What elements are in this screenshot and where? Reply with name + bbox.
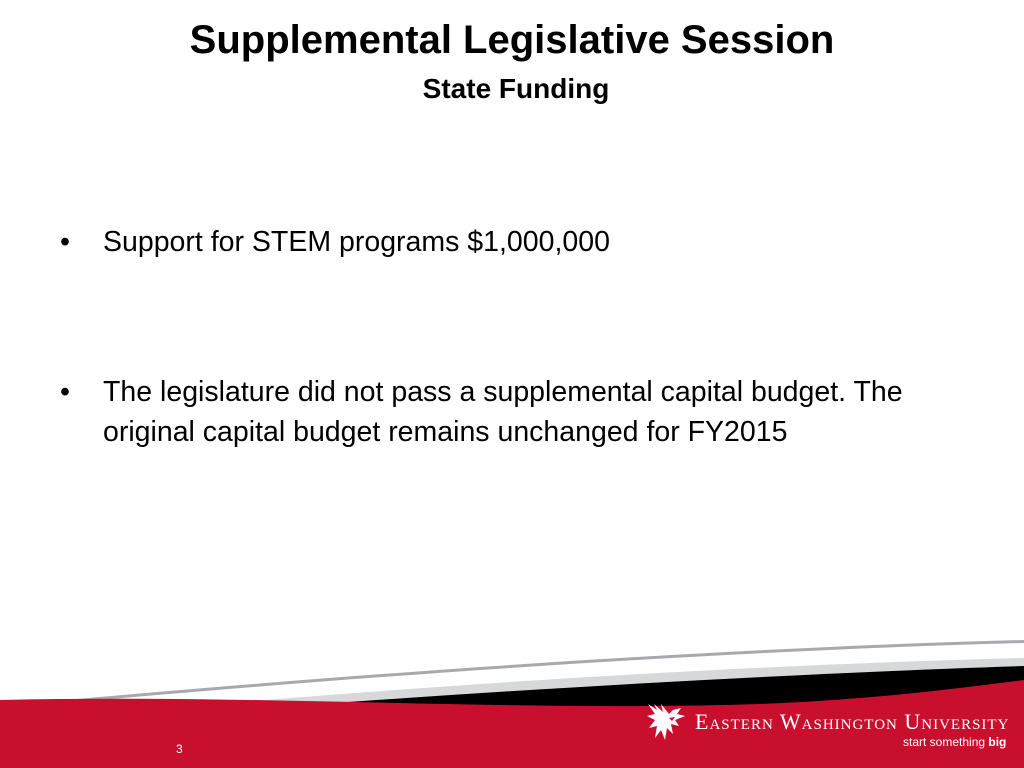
slide-subtitle: State Funding xyxy=(422,73,610,104)
university-logo xyxy=(645,700,1015,748)
bullet-text: Support for STEM programs $1,000,000 xyxy=(103,226,610,258)
slide-title: Supplemental Legislative Session xyxy=(189,18,835,62)
page-number: 3 xyxy=(176,742,183,756)
eagle-logo-icon xyxy=(645,700,687,744)
bullet-item xyxy=(60,222,970,262)
bullet-icon: • xyxy=(60,226,70,258)
university-tagline xyxy=(903,735,1006,749)
bullet-icon: • xyxy=(60,376,70,408)
university-name: Eastern Washington University xyxy=(695,709,1010,734)
bullet-list xyxy=(60,222,970,452)
tagline-prefix: start something xyxy=(903,735,989,749)
tagline-emphasis: big xyxy=(988,735,1007,749)
bullet-item xyxy=(60,372,970,452)
bullet-text: The legislature did not pass a supplemental capital budget. The original capital budget remains unchanged for FY2015 xyxy=(103,376,903,448)
